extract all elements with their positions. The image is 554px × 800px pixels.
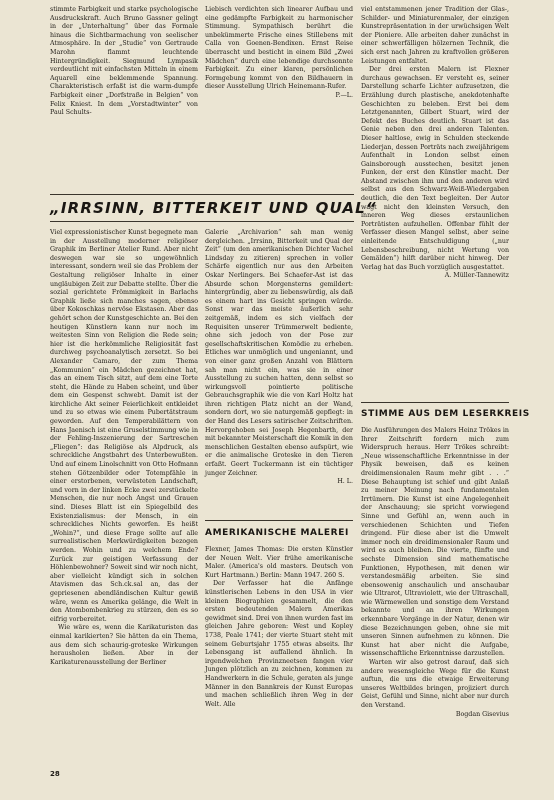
amerikanische-column (205, 546, 353, 709)
irrsinn-col1-text: Viel expressionistischer Kunst begegnete man in der Ausstellung moderner religiöser Graphik im Berliner Atelier Rund. Aber nicht deswegen war sie so ungewöhnlich interessant, sondern weil sie das Problem der Gestaltung religiöser Inhalte in einer ungläubigen Zeit zur Debatte stellte. Über die sozial gerichtete Frömmigkeit in Barlachs Graphik ließe sich manches sagen, ebenso über Kokoschkas nervöse Ekstasen. Aber das gehört schon der Kunstgeschichte an. Bei den heutigen Künstlern kann nur noch im weitesten Sinn von Religion die Rede sein; hier ist die herkömmliche Religiosität fast durchweg psychoanalytisch zersetzt. So bei Alexander Camaro, der zum Thema „Kommunion“ ein Mädchen gezeichnet hat, das an einem Tisch sitzt, auf dem eine Torte steht, die Hände zu Haben scheint, und über dem ein Gespenst schwebt. Damit ist der kirchliche Akt seiner Feierlichkeit entkleidet und zu so etwas wie einem Pubertätstraum geworden. Auf den Temperabilättern von Hans Jaenisch ist eine Gruselstimmung wie in der Fehling-Inszenierung der Sartreschen „Fliegen“: das Religiöse als Alpdruck, als schreckliche Angstbahrt des Unterbewußten. Und auf einem Linolschnitt von Otto Hofmann stehen Götzenbilder oder Totempfähle in einer erstorbenen, verwüsteten Landschaft, und vorn in der linken Ecke zwei zerstückelte Menschen, die nur noch Angst und Grauen sind. Dieses Blatt ist ein Spiegelbild des Existenzialismus: der Mensch, in ein schreckliches Nichts geworfen. Es heißt „Wohin?“, und diese Frage sollte auf alle surrealistischen Merkwürdigkeiten bezogen werden. Wohin und zu welchem Ende? Zurück zur geistigen Verfassung der Höhlenbewohner? Soweit sind wir noch nicht, aber vielleicht kündigt sich in solchen Atavismen das Sch.ck.sal an, das der gepriesenen abendländischen Kultur gewiß wäre, wenn es Amerika gelänge, die Welt in den Atombombenkrieg zu stürzen, den es so eifrig vorbereitet. (50, 229, 198, 623)
title-rule-top (50, 194, 354, 195)
stimme-signature: Bogdan Gisevius (455, 710, 509, 718)
amerikanische-bibliography: Flexner, James Thomas: Die ersten Künstler der Neuen Welt. Vier frühe amerikanische Maler. (America's old masters. Deutsch von Kurt Hartmann.) Berlin: Mann 1947. 260 S. (205, 546, 353, 579)
top-col3-signature: A. Müller-Tannewitz (444, 272, 509, 280)
top-col3-text-b: Der drei ersten Malern ist Flexner durchaus gewachsen. Er versteht es, seiner Darstellung scharfe Lichter aufzusetzen, die Erzählung durch plastische, anekdotenhafte Geschichten zu beleben. Erst bei dem Letztgenannten, Gilbert Stuart, wird der Defekt des Buches deutlich. Stuart ist das Genie neben den drei anderen Talenten. Dieser haltlose, ewig in Schulden steckende Liederjan, dessen Porträts nach zweijährigem Aufenthalt in London selbst einen Gainsborough ausstechen, besitzt jenen Funken, der erst den Künstler macht. Der Abstand zwischen ihm und den anderen wird selbst aus den Schwarz-Weiß-Wiedergaben deutlich, die den Text begleiten. Der Autor wagt nicht den kleinsten Versuch, den inneren Weg dieses erstaunlichen Porträtisten aufzuhellen. Offenbar fühlt der Verfasser diesen Mangel selbst, aber seine einleitende Entschuldigung („nur Lebensbeschreibung, nicht Wertung von Gemälden“) hilft darüber nicht hinweg. Der Verlag hat das Buch vorzüglich ausgestattet. (361, 66, 509, 271)
top-column-1 (50, 6, 198, 118)
top-col2-text: Liebisch verdichten sich linearer Aufbau und eine gedämpfte Farbigkeit zu harmonischer Stimmung. Sympathisch berührt die unbekümmerte Frische eines Stillebens mit Calla von Goenen-Bendixen. Ernst Reise überrascht und besticht in einem Bild „Zwei Mädchen“ durch eine lebendige durchsonnte Farbigkeit. Zu einer klaren, persönlichen Formgebung kommt von den Bildhauern in dieser Ausstellung Ulrich Heinemann-Rufer. (205, 6, 353, 91)
irrsinn-col2-text: Galerie „Archivarion“ sah man wenig dergleichen. „Irrsinn, Bitterkeit und Qual der Zeit“ (um den amerikanischen Dichter Vachel Lindsday zu zitieren) sprechen in voller Schärfe eigentlich nur aus den Arbeiten Oskar Nerlingers. Bei Schaefer-Ast ist das Absurde schon Morgensterns gemildert: hintergründig, aber zu liebenswürdig, als daß es einem hart ins Gesicht springen würde. Sonst war das meiste äußerlich sehr zeitgemäß, indem es sich vielfach der Requisiten unserer Trümmerwelt bediente, ohne sich jedoch von der Pose zur gesellschaftskritischen Komödie zu erheben. Etliches war unmöglich und ungeniannt, und von einer ganz großen Anzahl von Blättern sah man nicht ein, was sie in einer Ausstellung zu suchen hatten, denn selbst so wirkungsvoll pointierte politische Gebrauchsgraphik wie die von Karl Holtz hat ihren richtigen Platz nicht an der Wand, sondern dort, wo sie naturgemäß gepflegt: in der Hand des Lesers satirischer Zeitschriften. Hervorgehoben sei Joseph Hegenbarth, der mit bekannter Meisterschaft die Komik in den menschlichen Gestalten ebenso aufspürt, wie er die animalische Groteske in den Tieren erfaßt. Geert Tuckermann ist ein tüchtiger junger Zeichner. (205, 229, 353, 477)
top-col1-text: stimmte Farbigkeit und starke psychologische Ausdruckskraft. Auch Bruno Gassner gelingt in der „Unterhaltung“ über das Formale hinaus die Sichtbarmachung von seelischer Atmosphäre. In der „Studie“ von Gertraude Marohn flammt leuchtende Hintergründigkeit. Siegmund Lympasik verdeutlicht mit einfachsten Mitteln in einem Aquarell eine beklemmende Spannung. Charakteristisch erfaßt ist die warm-dumpfe Farbigkeit einer „Dorfstraße in Belgien“ von Felix Kniest. In dem „Vorstadtwinter“ von Paul Schults- (50, 6, 198, 117)
amerikanische-text: Der Verfasser hat die Anfänge künstlerischen Lebens in den USA in vier kleinen Biographien gesammelt, die den ersten bedeutenden Malern Amerikas gewidmet sind. Drei von ihnen wurden fast im gleichen Jahre geboren: West und Kopley 1738, Peale 1741; der vierte Stuart steht mit seinem Geburtsjahr 1755 etwas abseits. Ihr Lebensgang ist auffallend ähnlich. In irgendwelchen Provinzneetsen fangen vier Jungen plötzlich an zu zeichnen, kommen zu Handwerkern in die Schule, geraten als junge Männer in den Bannkreis der Kunst Europas und machen schließlich ihren Weg in der Welt. Alle (205, 580, 353, 708)
stimme-rule (361, 402, 509, 403)
stimme-text-b: Warten wir also getrost darauf, daß sich andere wesensgleiche Wege für die Kunst auftun, die uns die etwaige Erweiterung unseres Weltbildes bringen, projiziert durch Geist, Gefühl und Sinne, nicht aber nur durch den Verstand. (361, 659, 509, 709)
stimme-column (361, 427, 509, 719)
article-title-irrsinn: „IRRSINN, BITTERKEIT UND QUAL“ (50, 199, 377, 217)
irrsinn-column-2 (205, 229, 353, 487)
top-column-2 (205, 6, 353, 101)
amerikanische-rule (205, 520, 353, 521)
irrsinn-column-1 (50, 229, 198, 667)
amerikanische-title: AMERIKANISCHE MALEREI (205, 528, 349, 538)
title-rule-bottom (50, 221, 354, 222)
stimme-text: Die Ausführungen des Malers Heinz Trökes in Ihrer Zeitschrift fordern mich zum Widerspruch heraus. Herr Trökes schreibt: „Neue wissenschaftliche Erkenntnisse in der Physik beweisen, daß es keinen dreidimensionalen Raum mehr gibt . . .“ Diese Behauptung ist schief und gibt Anlaß zu meiner Meinung nach fundamentalen Irrtümern. Die Kunst ist eine Angelegenheit der Anschauung; sie spricht vorwiegend Sinne und Gefühl an, wenn auch in verschiedenen Schichten und Tiefen dringend. Für diese aber ist die Umwelt immer noch ein dreidimensionaler Raum und wird es auch bleiben. Die vierte, fünfte und sechste Dimension sind mathematische Funktionen, Hypothesen, mit denen wir verstandesmäßig arbeiten. Sie sind ebensowenig anschaulich und anschaubar wie Ultrarot, Ultraviolett, wie der Ultraschall, wie Wärmewellen und sonstige dem Verstand bekannte und an ihren Wirkungen erkennbare Vorgänge in der Natur, denen wir diese Bezeichnungen geben, ohne sie mit unseren Sinnen aufnehmen zu können. Die Kunst hat aber nicht die Aufgabe, wissenschaftliche Erkenntnisse darzustellen. (361, 427, 509, 658)
irrsinn-col2-signature: H. L. (337, 478, 353, 486)
page-number: 28 (50, 770, 60, 778)
irrsinn-col1-text-b: Wie wäre es, wenn die Karikaturisten das einmal karikierten? Sie hätten da ein Thema, aus dem sich schaurig-groteske Wirkungen herausholen ließen. Aber in der Karikaturenausstellung der Berliner (50, 624, 198, 666)
stimme-title: STIMME AUS DEM LESERKREIS (361, 409, 530, 419)
top-col2-signature: P.—L. (335, 91, 353, 99)
top-col3-text: viel entstammenen jener Tradition der Glas-, Schilder- und Miniaturenmaler, der einzigen Kunstrepräsentation in der urwüchsigen Welt der Pioniere. Alle arbeiten daher zunächst in einer schwerfälligen hölzernen Technik, die sich erst nach Jahren zu kraftvollen größeren Leistungen entfaltet. (361, 6, 509, 65)
top-column-3 (361, 6, 509, 281)
